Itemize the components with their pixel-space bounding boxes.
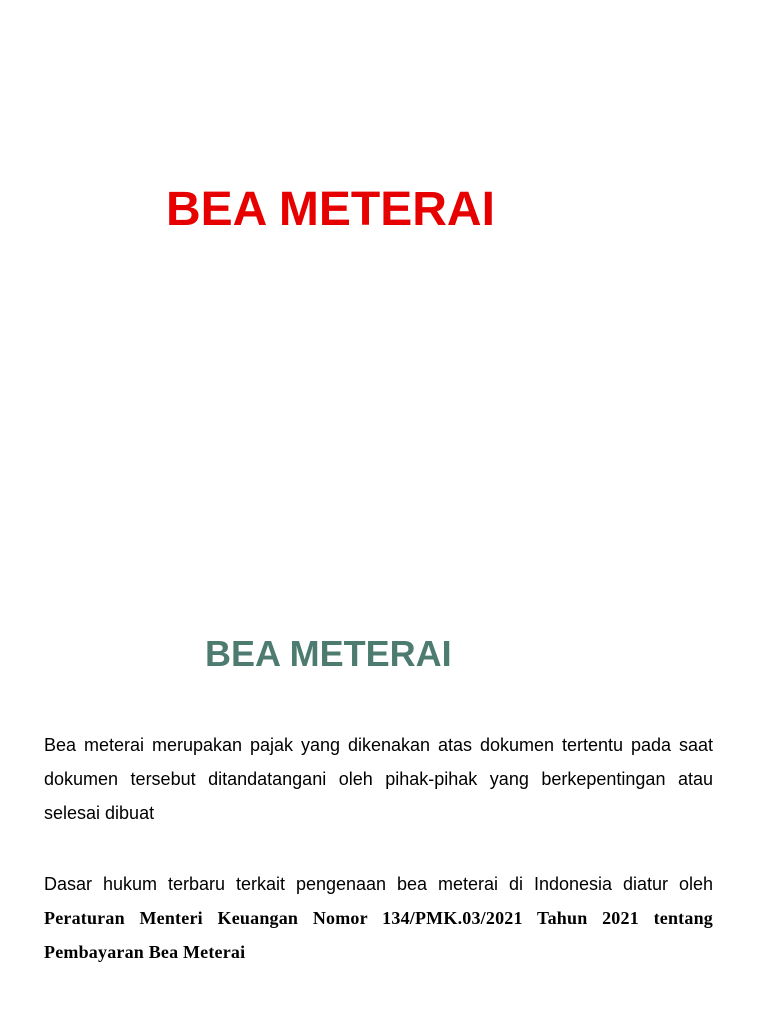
definition-paragraph: Bea meterai merupakan pajak yang dikenakan atas dokumen tertentu pada saat dokumen tersebut ditandatangani oleh pihak-pihak yang berkepentingan atau selesai dibuat xyxy=(44,735,713,823)
section-title: BEA METERAI xyxy=(205,633,452,674)
law-reference: Peraturan Menteri Keuangan Nomor 134/PMK.03/2021 Tahun 2021 tentang Pembayaran Bea Meterai xyxy=(44,908,713,962)
legal-basis-paragraph xyxy=(44,867,713,969)
slide-title: BEA METERAI xyxy=(166,183,495,236)
legal-basis-intro: Dasar hukum terbaru terkait pengenaan bea meterai di Indonesia diatur oleh xyxy=(44,874,713,894)
